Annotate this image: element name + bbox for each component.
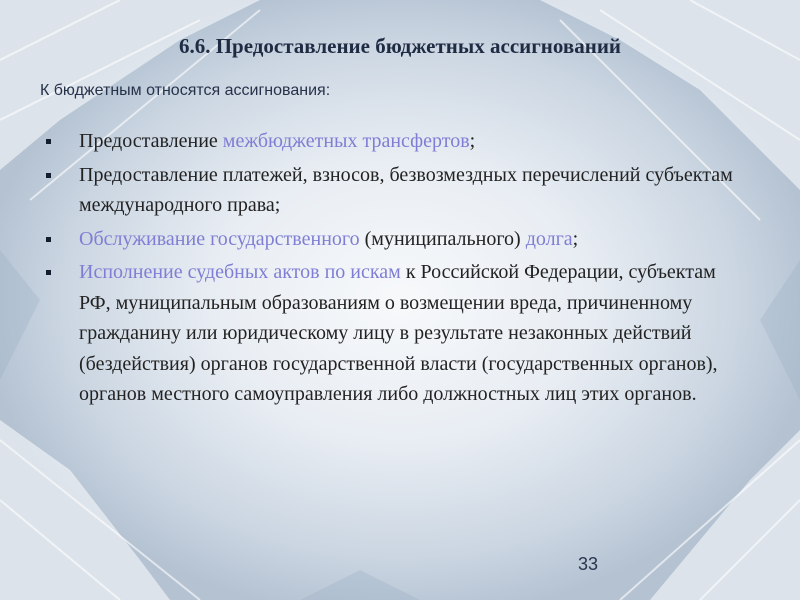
page-number: 33 <box>578 554 599 574</box>
item-text <box>79 261 718 405</box>
list-item <box>42 126 742 157</box>
highlight-segment: Исполнение судебных актов по искам <box>79 261 401 283</box>
text-segment: ; <box>469 130 476 152</box>
bullet-icon <box>46 173 51 178</box>
text-segment: Предоставление платежей, взносов, безвозмездных перечислений субъектам международного права; <box>79 163 733 216</box>
bullet-icon <box>46 139 51 144</box>
bullet-icon <box>46 270 51 275</box>
list-item <box>42 224 742 255</box>
highlight-segment: межбюджетных трансфертов <box>222 130 470 152</box>
highlight-segment: долга <box>525 227 573 250</box>
item-text <box>79 228 578 250</box>
list-item <box>42 160 742 221</box>
item-text <box>79 130 475 152</box>
slide-title: 6.6. Предоставление бюджетных ассигнований <box>178 34 622 58</box>
bullet-list <box>42 126 742 413</box>
item-text <box>79 164 733 217</box>
text-segment: (муниципального) <box>359 227 526 250</box>
highlight-segment: Обслуживание государственного <box>79 227 360 250</box>
text-segment: ; <box>572 227 579 250</box>
slide-subtitle: К бюджетным относятся ассигнования: <box>40 82 331 99</box>
bullet-icon <box>46 237 51 242</box>
list-item <box>42 257 742 410</box>
text-segment: Предоставление <box>79 130 223 152</box>
text-segment: к Российской Федерации, субъектам РФ, муниципальным образованиям о возмещении вреда, причиненному гражданину или юридическому лицу в результате незаконных действий (бездействия) органов государственной власти (государственных органов), органов местного самоуправления либо должностных лиц этих органов. <box>79 261 718 405</box>
